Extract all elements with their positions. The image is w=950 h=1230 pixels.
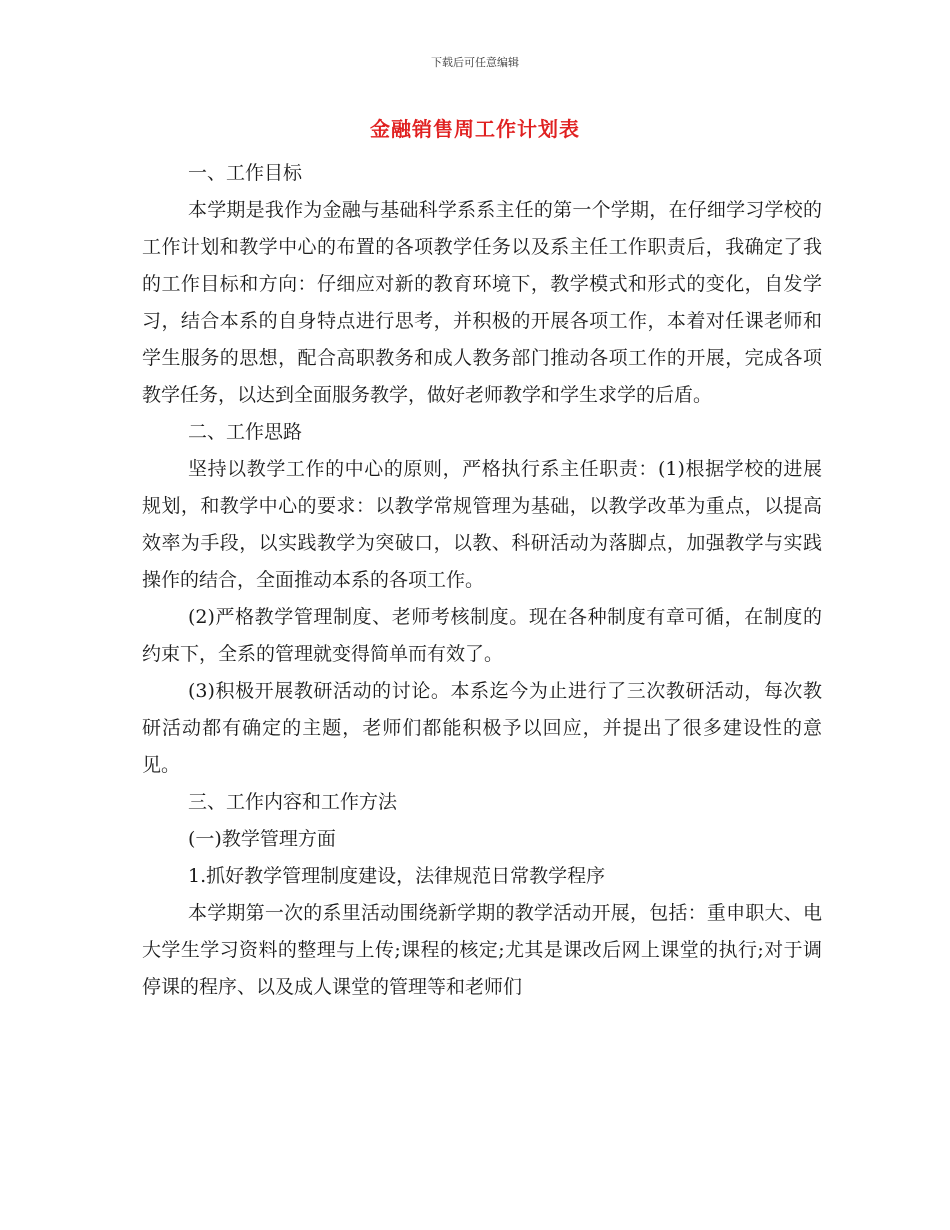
paragraph-approach: 坚持以教学工作的中心的原则，严格执行系主任职责：(1)根据学校的进展规划，和教学中心的要求：以教学常规管理为基础，以教学改革为重点，以提高效率为手段，以实践教学为突破口，以教、科研活动为落脚点，加强教学与实践操作的结合，全面推动本系的各项工作。 xyxy=(142,458,822,591)
item-heading-1: 1.抓好教学管理制度建设，法律规范日常教学程序 xyxy=(188,865,606,887)
paragraph-approach-2: (2)严格教学管理制度、老师考核制度。现在各种制度有章可循，在制度的约束下，全系的管理就变得简单而有效了。 xyxy=(142,606,822,665)
document-title: 金融销售周工作计划表 xyxy=(370,117,580,141)
section-heading-content: 三、工作内容和工作方法 xyxy=(188,791,398,813)
paragraph-goals: 本学期是我作为金融与基础科学系系主任的第一个学期，在仔细学习学校的工作计划和教学中心的布置的各项教学任务以及系主任工作职责后，我确定了我的工作目标和方向：仔细应对新的教育环境下，教学模式和形式的变化，自发学习，结合本系的自身特点进行思考，并积极的开展各项工作，本着对任课老师和学生服务的思想，配合高职教务和成人教务部门推动各项工作的开展，完成各项教学任务，以达到全面服务教学，做好老师教学和学生求学的后盾。 xyxy=(142,199,822,406)
section-heading-approach: 二、工作思路 xyxy=(188,421,303,443)
subsection-heading-teaching: (一)教学管理方面 xyxy=(188,828,336,850)
header-note: 下载后可任意编辑 xyxy=(431,56,519,69)
paragraph-teaching: 本学期第一次的系里活动围绕新学期的教学活动开展，包括：重申职大、电大学生学习资料的整理与上传;课程的核定;尤其是课改后网上课堂的执行;对于调停课的程序、以及成人课堂的管理等和老师们 xyxy=(142,902,822,998)
paragraph-approach-3: (3)积极开展教研活动的讨论。本系迄今为止进行了三次教研活动，每次教研活动都有确定的主题，老师们都能积极予以回应，并提出了很多建设性的意见。 xyxy=(142,680,822,776)
section-heading-goals: 一、工作目标 xyxy=(188,162,303,184)
document-body xyxy=(142,155,822,1006)
